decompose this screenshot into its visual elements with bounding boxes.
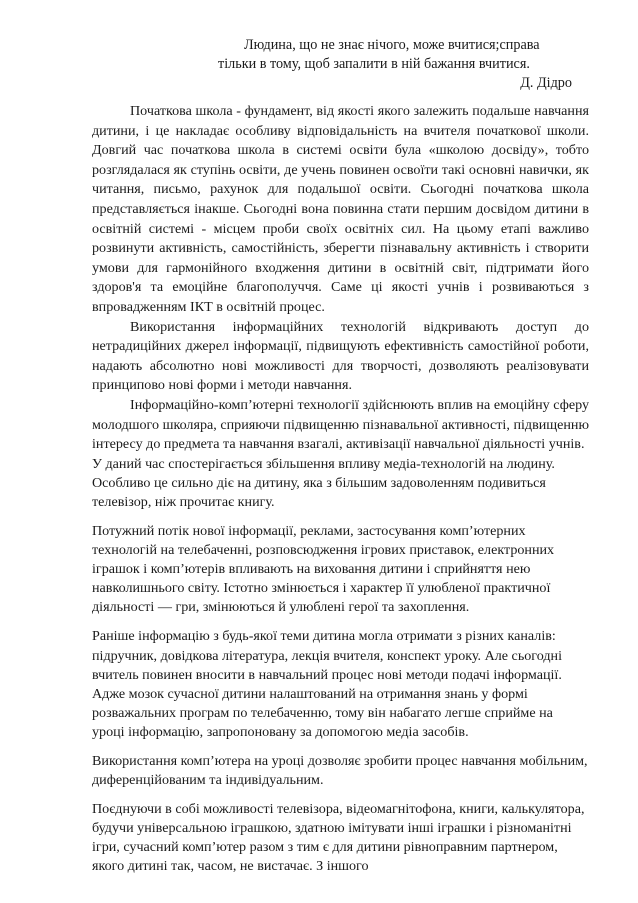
epigraph-line-2: тільки в тому, щоб запалити в ній бажання вчитися. <box>218 56 530 72</box>
paragraph-information-channels: Раніше інформацію з будь-якої теми дитина могла отримати з різних каналів: підручник, довідкова література, лекція вчителя, конспект уроку. Але сьогодні вчитель повинен вносити в навчальний процес нові методи подачі інформації. Адже мозок сучасної дитини налаштований на отримання знань у формі розважальних програм по телебаченню, тому він набагато легше сприйме на уроці інформацію, запропоновану за допомогою медіа засобів. <box>92 628 562 740</box>
epigraph-author: Д. Дідро <box>520 75 572 91</box>
paragraph-information-technologies: Використання інформаційних технологій відкривають доступ до нетрадиційних джерел інформації, підвищують ефективність самостійної роботи, надають абсолютно нові можливості для творчості, дозволяють реалізовувати принципово нові форми і методи навчання. <box>92 318 589 394</box>
paragraph-media-influence: У даний час спостерігається збільшення впливу медіа-технологій на людину. Особливо це сильно діє на дитину, яка з більшим задоволенням подивиться телевізор, ніж прочитає книгу. <box>92 455 555 510</box>
paragraph-ict-influence: Інформаційно-комп’ютерні технології здійснюють вплив на емоційну сферу молодшого школяра, сприяючи підвищенню пізнавальної активності, підвищенню інтересу до предмета та навчання взагалі, активізації навчальної діяльності учнів. <box>92 396 589 453</box>
paragraph-computer-partner: Поєднуючи в собі можливості телевізора, відеомагнітофона, книги, калькулятора, будучи універсальною іграшкою, здатною імітувати інші іграшки і різноманітні ігри, сучасний комп’ютер разом з тим є для дитини рівноправним партнером, якого дитині так, часом, не вистачає. З іншого <box>92 801 585 875</box>
epigraph <box>200 36 580 93</box>
paragraph-information-flow: Потужний потік нової інформації, реклами, застосування комп’ютерних технологій на телебаченні, розповсюдження ігрових приставок, електронних іграшок і комп’ютерів впливають на виховання дитини і сприйняття нею навколишнього світу. Істотно змінюється і характер її улюбленої практичної діяльності — гри, змінюються й улюблені герої та захоплення. <box>92 522 555 616</box>
paragraph-primary-school: Початкова школа - фундамент, від якості якого залежить подальше навчання дитини, і це накладає особливу відповідальність на вчителя початкової школи. Довгий час початкова школа в системі освіти була «школою досвіду», тобто розглядалася як ступінь освіти, де учень повинен освоїти такі основні навички, як читання, письмо, рахунок для подальшої освіти. Сьогодні початкова школа представляється інакше. Сьогодні вона повинна стати першим досвідом дитини в освітній системі - місцем проби своїх освітніх сил. На цьому етапі важливо розвинути активність, самостійність, зберегти пізнавальну активність і створити умови для гармонійного входження дитини в освітній світ, підтримати його здоров'я та емоційне благополуччя. Саме ці якості учнів і розвиваються з впровадженням ІКТ в освітній процес. <box>92 103 589 315</box>
epigraph-line-1: Людина, що не знає нічого, може вчитися;справа <box>244 37 540 53</box>
document-body <box>92 102 589 877</box>
paragraph-computer-in-lesson: Використання комп’ютера на уроці дозволяє зробити процес навчання мобільним, диференційованим та індивідуальним. <box>92 753 588 789</box>
